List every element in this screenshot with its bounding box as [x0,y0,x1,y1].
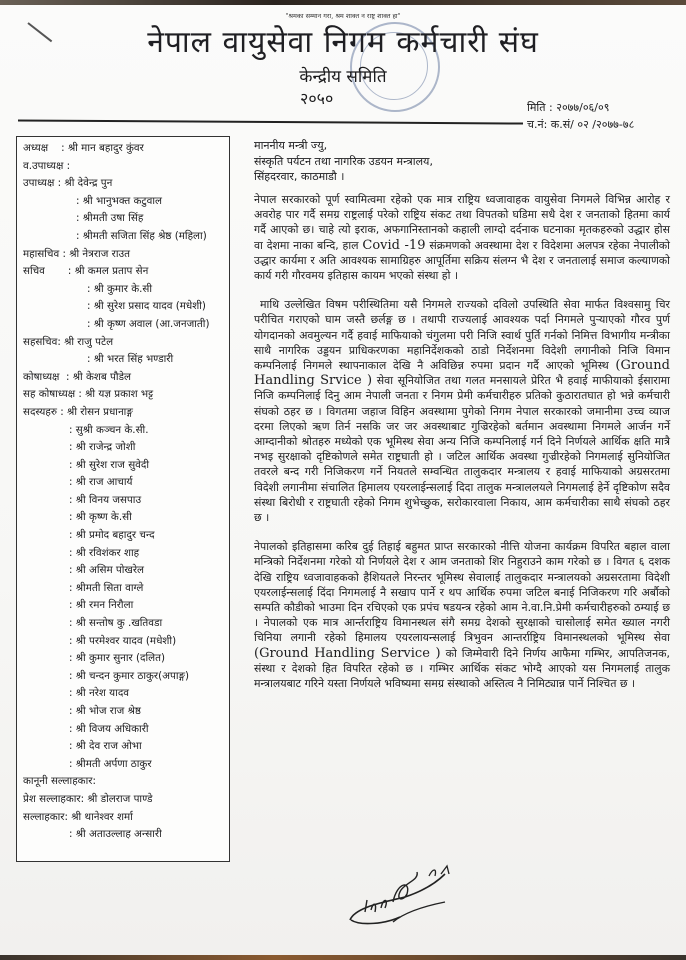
member-name: श्री असिम पोखरेल [75,564,145,577]
paragraph-1: नेपाल सरकारको पूर्ण स्वामित्वमा रहेको एक मात्र राष्ट्रिय ध्वजावाहक वायुसेवा निगमले विभिन्न आरोह र अवरोह पार गर्दै समग्र राष्ट्रलाई परेको राष्ट्रिय संकट तथा विपतको घडिमा सधै देश र जनताको हितमा कार्य गर्दै आएको छ। चाहे त्यो इराक, अफगानिस्तानको कहाली लाग्दो दर्दनाक घटनाका मृतकहरुको उद्धार होस वा देशमा नाका बन्दि, हाल Covid -19 संक्रमणको अवस्थामा देश र विदेशमा अलपत्र रहेका नेपालीको उद्धार कार्यमा र अति आवश्यक सामाग्रिहरु आपूर्तिमा सक्रिय संलग्न भै देश र जनतालाई समाज कल्याणको कार्य गरी गौरवमय इतिहास कायम भएको संस्था हो । [254,193,670,283]
committee-member-row [23,773,225,791]
member-name: श्री देवेन्द्र पुन [64,177,113,190]
member-name: श्री थानेश्वर शर्मा [71,810,133,823]
member-name: श्रीमती सिता वाग्ले [75,581,144,594]
committee-member-row [23,826,225,844]
committee-member-row [23,615,225,633]
recipient-address [254,138,433,185]
member-name: श्री चन्दन कुमार ठाकुर(अपाङ्ग) [75,669,190,682]
handwritten-signature-icon [345,862,465,936]
committee-member-row [23,175,225,193]
ground-handling-service-term: (Ground Handling Service ) [254,645,441,661]
committee-member-row [23,650,225,668]
member-name: श्री रविशंकर शाह [75,546,140,559]
committee-member-row [23,386,225,404]
member-separator: : [59,370,73,383]
member-name: श्री कृष्ण अवाल (आ.जनजाती) [93,317,210,330]
member-name: श्री नरेश यादव [75,687,130,700]
member-role: सल्लाहकार: [23,810,68,823]
committee-member-row [23,509,225,527]
member-name: श्री यज्ञ प्रकाश भट्ट [85,388,154,401]
member-separator: : [76,212,83,225]
member-separator: : [87,353,94,366]
member-name: श्री नेत्रराज राउत [69,247,131,260]
member-separator: : [69,828,76,841]
committee-member-row [23,140,225,158]
member-name: श्री विजय अधिकारी [75,722,149,735]
committee-member-row [23,228,225,246]
ground-handling-term: (Ground Handling Srvice ) [254,358,670,389]
member-name: श्री कुमार सुनार (दलित) [75,652,166,665]
member-role: सहसचिव [23,335,58,348]
committee-member-row [23,756,225,774]
motto: "श्रमका सम्मान गरा, श्रम शाक्त न राष्ट्र शाक्त हा" [285,12,401,20]
member-separator: : [69,546,76,559]
member-separator: : [69,617,76,630]
member-separator: : [54,177,65,190]
committee-member-row [23,404,225,422]
committee-member-row [23,210,225,228]
committee-member-row [23,351,225,369]
member-separator: : [69,634,76,647]
member-name: श्री सन्तोष कु .खतिवडा [75,617,163,630]
member-separator: : [57,405,68,418]
committee-member-row [23,633,225,651]
committee-member-row [23,316,225,334]
member-separator: : [44,265,75,278]
member-separator: : [59,247,70,260]
member-separator: : [69,511,76,524]
member-separator: : [57,335,65,348]
member-name: श्री कुमार के.सी [93,282,153,295]
member-separator: : [76,194,83,207]
member-name: श्री भानुभक्त कटुवाल [82,194,162,207]
established-year: २०५० [300,89,334,108]
member-name: श्री परमेश्वर यादव (मधेशी) [75,634,177,647]
member-name: श्री राज आचार्य [75,476,133,489]
member-name: सुश्री कञ्चन के.सी. [75,423,149,436]
committee-member-row [23,193,225,211]
committee-member-row [23,580,225,598]
member-name: श्री केशब पौडेल [72,370,132,383]
member-name: श्री प्रमोद बहादुर चन्द [75,529,155,542]
member-role: सदस्यहरु [23,405,58,418]
member-name: श्री भरत सिंह भण्डारी [93,353,174,366]
committee-member-row [23,457,225,475]
paragraph-3: नेपालको इतिहासमा करिब दुई तिहाई बहुमत प्राप्त सरकारको नीत्ति योजना कार्यक्रम विपरित बहाल वाला मन्त्रिको निर्देशनमा गरेको यो निर्णयले देश र आम जनताको शिर निहुराउने काम गरेको छ । विगत ६ दशक देखि राष्ट्रिय ध्वजावाहकको हैशियतले निरन्तर भूमिस्थ सेवालाई तालुकदार मन्त्रालयको अग्रसरतामा विदेशी एयरलाईन्सलाई दिंदा निगमलाई नै सखाप पार्ने र थप आर्थिक रुपमा जटिल बनाई निजिकरण गरि अर्बौको सम्पति कौडीको भाउमा दिन रचिएको एक प्रपंच षडयन्त्र रहेको आम ने.वा.नि.प्रेमी कर्मचारीहरुको ठम्याई छ । नेपालको एक मात्र आर्न्तराष्ट्रिय विमानस्थल संगै समग्र देशको सुरक्षाको चासोलाई समेत ख्याल नगरी चिनिया लगानी रहेको हिमालय एयरलायन्सलाई त्रिभुवन आन्तर्राष्ट्रिय विमानस्थलको भूमिस्थ सेवा (Ground Handling Service ) को जिम्मेवारी दिने निर्णय आफैमा गम्भिर, आपतिजनक, संस्था र देशको हित विपरित रहेको छ । गम्भिर आर्थिक संकट भोग्दै आएको यस निगमलाई तालुक मन्त्रालयबाट गरिने यस्ता निर्णयले भविष्यमा समग्र संस्थाको अस्तित्व नै निमिट्यान्न पार्ने निश्चित छ । [254,540,671,691]
member-name: श्री विनय जसपाउ [75,493,142,506]
committee-member-row [23,369,225,387]
member-name: श्री कृष्ण के.सी [75,511,132,524]
committee-member-row [23,263,225,281]
committee-member-row [23,422,225,440]
member-separator: : [69,599,76,612]
page-bottom-edge [0,955,686,960]
member-separator: : [69,441,76,454]
member-separator: : [87,300,94,313]
member-role: महासचिव [23,247,60,260]
member-name: श्री देव राज ओभा [75,740,142,753]
member-name: श्री अताउल्लाह अन्सारी [75,828,162,841]
member-name: श्री राजु पटेल [64,335,114,348]
member-separator: : [69,564,76,577]
member-name: श्री कमल प्रताप सेन [74,265,149,278]
member-name: श्री सुरेश प्रसाद यादव (मधेशी) [93,300,206,313]
member-name: श्री मान बहादुर कुंवर [67,142,144,154]
committee-members-panel [16,136,230,862]
member-role: उपाध्यक्ष [23,177,55,190]
member-separator: : [69,740,76,753]
member-separator: : [76,229,83,242]
committee-member-row [23,562,225,580]
committee-member-row [23,738,225,756]
member-separator: : [69,652,76,665]
organization-name: नेपाल वायुसेवा निगम कर्मचारी संघ [147,25,539,60]
member-separator: : [87,317,94,330]
member-separator: : [69,757,76,770]
letter-body [254,192,670,705]
committee-member-row [23,809,225,827]
committee-member-row [23,597,225,615]
page-top-edge [0,0,686,5]
recipient-ministry: संस्कृति पर्यटन तथा नागरिक उडयन मन्त्रालय, [254,154,433,168]
member-separator: : [87,282,94,295]
committee-member-row [23,668,225,686]
committee-member-row [23,721,225,739]
committee-member-row [23,246,225,264]
member-role: व.उपाध्यक्ष : [23,159,71,172]
member-separator: : [69,476,76,489]
reference-number: च.नं: क.सं/ ०२ /२०७७-७८ [527,118,635,131]
member-name: श्री भोज राज श्रेष्ठ [75,705,141,717]
member-role: कोषाध्यक्ष [23,370,60,383]
member-name: श्री रमन निरौला [75,599,134,612]
member-role: अध्यक्ष [23,142,49,154]
letter-date: मिति : २०७७/०६/०९ [527,101,610,114]
member-role: कानूनी सल्लाहकार: [23,775,96,788]
member-name: श्री राजेन्द्र जोशी [75,441,136,454]
member-separator: : [75,388,86,401]
recipient-location: सिंहदरवार, काठमाडौ । [254,170,345,183]
member-name: श्रीमती उषा सिंह [82,212,144,225]
member-separator: : [69,458,76,471]
member-name: श्री डोलराज पाण्डे [87,792,153,805]
member-name: श्रीमती सजिता सिंह श्रेष्ठ (महिला) [82,229,207,242]
committee-member-row [23,298,225,316]
committee-member-row [23,439,225,457]
committee-name: केन्द्रीय समिति [299,67,387,87]
member-separator: : [69,687,76,700]
member-separator: : [69,529,76,542]
covid-term: Covid -19 [362,237,426,253]
header-divider [18,119,523,124]
member-separator: : [69,705,76,717]
committee-member-row [23,492,225,510]
member-role: प्रेश सल्लाहकार: [23,792,85,805]
member-role: सह कोषाध्यक्ष [23,388,76,401]
member-separator: : [69,669,76,682]
member-name: श्री रोसन प्रधानाङ्ग [67,405,133,418]
committee-member-row [23,527,225,545]
committee-member-row [23,545,225,563]
member-separator: : [69,423,76,436]
committee-member-row [23,334,225,352]
committee-member-row [23,685,225,703]
committee-member-row [23,474,225,492]
committee-member-row [23,791,225,809]
member-separator: : [69,581,76,594]
committee-member-row [23,158,225,176]
recipient-salutation: माननीय मन्त्री ज्यु, [254,139,328,152]
committee-member-row [23,281,225,299]
member-name: श्री सुरेश राज सुवेदी [75,458,150,471]
member-separator: : [48,142,68,154]
paragraph-2: माथि उल्लेखित विषम परीस्थितिमा यसै निगमले राज्यको दविलो उपस्थिति सेवा मार्फत विश्वसामु चिर परीचित गराएको घाम जस्तै छर्लङ्ग छ । तथापी राज्यलाई आवश्यक पर्दा निगमले पुऱ्याएको गौरव पुर्ण योगदानको अवमुल्यन गर्दै हवाई माफियाको चंगुलमा परी निजि स्वार्थ पुर्ति गर्नको निमित्त विभागीय मन्त्रीका साथै नागरिक उड्डयन प्राधिकरणका महानिर्देशकको ठाडो निर्देशनमा विदेशी लगानीको निजि विमान कम्पनिलाई निगमले स्थापनाकाल देखि नै अविछिन्न रुपमा प्रदान गर्दै आएको भूमिस्थ (Ground Handling Srvice ) सेवा सूनियोजित तथा गलत मनसायले प्रेरित भै हवाई माफीयाको ईसारामा निजि कम्पनिलाई दिनु आम नेपाली जनता र निगम प्रेमी कर्मचारीहरु प्रतिको कुठारातघात हो भन्ने कर्मचारी संघको ठहर छ । विगतमा जहाज विहिन अवस्थामा पुगेको निगम नेपाल सरकारको जमानीमा उच्च व्याज दरमा लिएको ऋण तिर्न नसकि जर जर अवस्थाबाट गुज्रिरहेको बर्तमान अवस्थामा निगमले आर्जन गर्ने आम्दानीको श्रोतहरु मध्येको एक भूमिस्थ सेवा अन्य निजि कम्पनिलाई गर्न दिने निर्णयले आर्थिक क्षति मात्रै नभइ सुरक्षाको दृष्टिकोणले समेत राष्ट्रघाती हो । जटिल आर्थिक अवस्था गुज्रीरहेको निगमलाई सुनियोजित तवरले बन्द गरी निजिकरण गर्ने नियतले सम्वन्धित तालुकदार मन्त्रालय र हवाई माफियाको अग्रसरतमा विदेशी लगानीमा संचालित हिमालय एयरलाईन्सलाई दिदा तालुक मन्त्राललयले निगमलाई हेर्ने दृष्टिकोण सदैव संस्था बिरोधी र राष्ट्रघाती रहेको निगम शुभेच्छुक, सरोकारवाला निकाय, आम कर्मचारीका साथै संघको ठहर छ । [254,298,670,525]
member-name: श्रीमती अर्पणा ठाकुर [75,757,152,770]
committee-member-row [23,703,225,721]
member-separator: : [69,493,76,506]
member-role: सचिव [23,265,45,278]
member-separator: : [69,722,76,735]
